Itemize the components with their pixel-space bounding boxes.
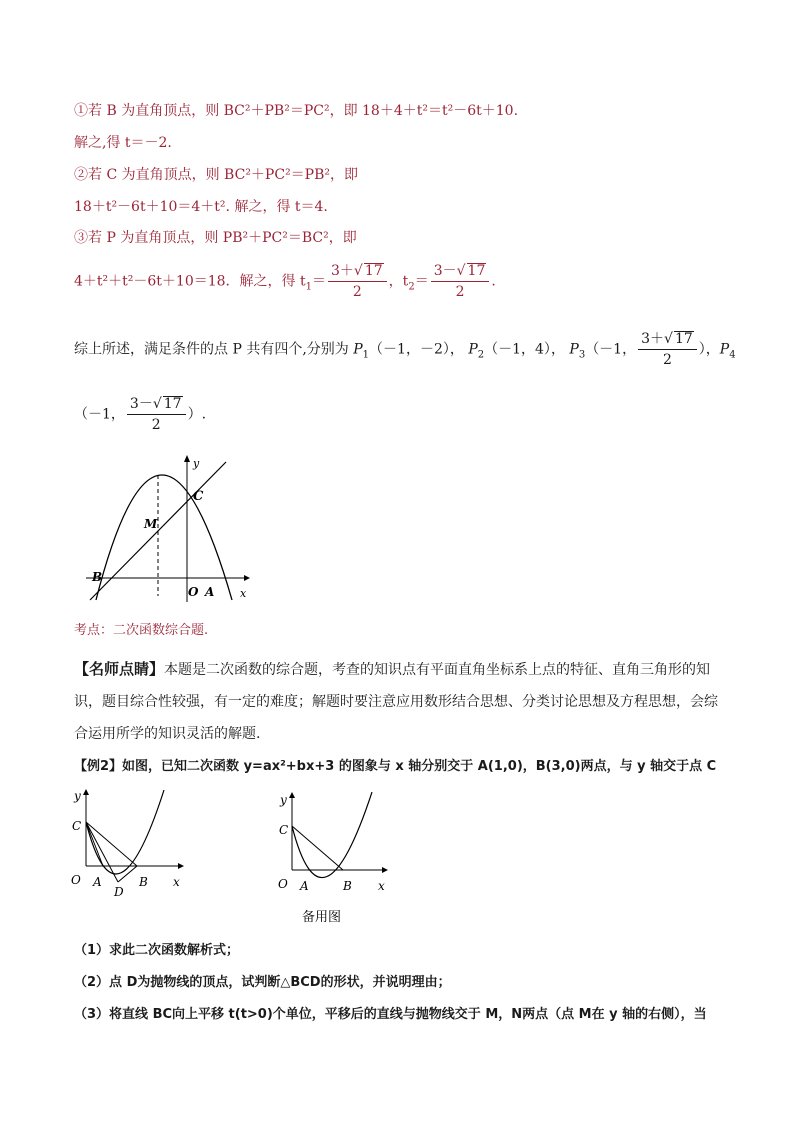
summary-line2 [74,395,206,434]
case2-line2: 18＋t²－6t＋10＝4＋t². 解之，得 t＝4. [74,199,328,215]
label-y: y [193,457,200,470]
label-b: B [92,570,103,584]
kaodian: 考点：二次函数综合题. [74,623,209,638]
point-p4: P [719,341,730,358]
label-o: O [278,877,288,891]
label-o: O [188,585,199,599]
p3-coord-open: （－1， [585,341,637,358]
y-axis-arrow [83,789,89,795]
label-x: x [240,587,247,600]
summary-line1 [74,330,736,369]
parabola [96,475,232,600]
p3-fraction-denominator: 2 [662,352,672,368]
t2-subscript: 2 [408,281,415,293]
x-axis-arrow [244,575,250,581]
p3-coord-close: ） [698,341,706,358]
label-x: x [173,875,180,889]
commentary-text: 本题是二次函数的综合题，考查的知识点有平面直角坐标系上点的特征、直角三角形的知识，题目综合性较强，有一定的难度；解题时要注意应用数形结合思想、分类讨论思想及方程思想，会综合运用所学的知识灵活的解题. [74,662,718,742]
p2-subscript: 2 [477,349,485,361]
case3-equation-text: 4＋t²＋t²－6t＋10＝18．解之，得 t [74,273,306,290]
t1-radicand: 17 [364,263,383,279]
t1-fraction-denominator: 2 [352,284,362,300]
t1-fraction-numerator: 3＋ [331,263,354,279]
p4-fraction: $\frac{3-√ 17}{2}$ [127,395,186,434]
segment-cb [292,826,343,870]
p4-coord-close: ）. [187,406,207,423]
label-y: y [74,789,81,803]
segment-ca [86,822,103,866]
t2-radicand: 17 [467,263,486,279]
label-a: A [93,875,102,889]
case3-line1: ③若 P 为直角顶点，则 PB²＋PC²＝BC²，即 [74,230,357,246]
label-y: y [280,793,287,807]
commentary [74,653,724,750]
label-d: D [114,885,124,899]
figure-example2-main [66,785,196,900]
t2-label: ，t [388,273,409,290]
commentary-heading: 【名师点睛】 [74,660,165,678]
y-axis-arrow [289,792,295,798]
t1-subscript: 1 [305,281,312,293]
question-2: （2）点 D为抛物线的顶点，试判断△BCD的形状，并说明理由； [74,975,451,990]
p2-coord: （－1，4） [484,341,551,358]
case3-line2 [74,262,496,301]
question-1: （1）求此二次函数解析式； [74,943,240,958]
label-a: A [205,585,215,599]
example2-heading: 【例2】 [74,759,123,774]
p4-coord-open: （－1， [74,406,125,423]
p4-fraction-denominator: 2 [151,417,161,433]
segment-cd [86,822,118,882]
segment-cb [86,822,137,866]
p3-fraction-numerator: 3＋ [641,331,665,347]
figure-parabola-line [80,450,260,610]
label-c: C [193,489,204,504]
p3-fraction: $\frac{3+√ 17}{2}$ [638,330,697,369]
t2-fraction: $\frac{3-√ 17}{2}$ [431,262,490,301]
figure-example2-backup [270,785,400,895]
case1-line2: 解之,得 t＝－2. [74,135,172,151]
point-p1: P [353,341,363,358]
t2-fraction-numerator: 3－ [433,263,457,279]
summary-prefix: 综上所述，满足条件的点 P 共有四个,分别为 [74,341,349,358]
separator-2: ， [550,341,565,358]
case2-line1: ②若 C 为直角顶点，则 BC²＋PC²＝PB²，即 [74,167,358,183]
equals-sign-2: ＝ [414,273,429,290]
p4-radicand: 17 [163,396,182,412]
label-b: B [139,875,148,889]
question-3: （3）将直线 BC向上平移 t(t>0)个单位，平移后的直线与抛物线交于 M，N两点（点 M在 y 轴的右侧），当 [74,1007,707,1022]
point-p2: P [468,341,478,358]
p4-subscript: 4 [729,349,736,361]
parabola [292,792,372,878]
label-o: O [71,873,81,887]
p3-subscript: 3 [578,349,586,361]
label-x: x [378,879,385,893]
x-axis-arrow [382,867,388,873]
label-c: C [279,823,289,837]
equals-sign: ＝ [312,273,326,290]
label-c: C [72,819,82,833]
example2-intro [74,757,716,777]
t1-fraction: $\frac{3+√ 17}{2}$ [328,262,387,301]
case1-line1: ①若 B 为直角顶点，则 BC²＋PB²＝PC²，即 18＋4＋t²＝t²－6t＋10. [74,103,519,119]
separator-3: ， [705,341,720,358]
label-b: B [343,879,352,893]
x-axis-arrow [178,863,184,869]
point-p3: P [569,341,579,358]
period: . [491,273,496,290]
p1-subscript: 1 [362,349,370,361]
figure3-caption: 备用图 [302,910,342,925]
y-axis-arrow [184,455,190,462]
p1-coord: （－1，－2） [369,341,450,358]
p4-fraction-numerator: 3－ [129,396,153,412]
label-a: A [300,879,309,893]
example2-text: 如图，已知二次函数 y=ax²+bx+3 的图象与 x 轴分别交于 A(1,0)，B(3,0)两点，与 y 轴交于点 C [122,759,717,774]
t2-fraction-denominator: 2 [455,284,465,300]
separator: ， [449,341,464,358]
p3-radicand: 17 [674,331,693,347]
label-m: M [144,517,158,531]
